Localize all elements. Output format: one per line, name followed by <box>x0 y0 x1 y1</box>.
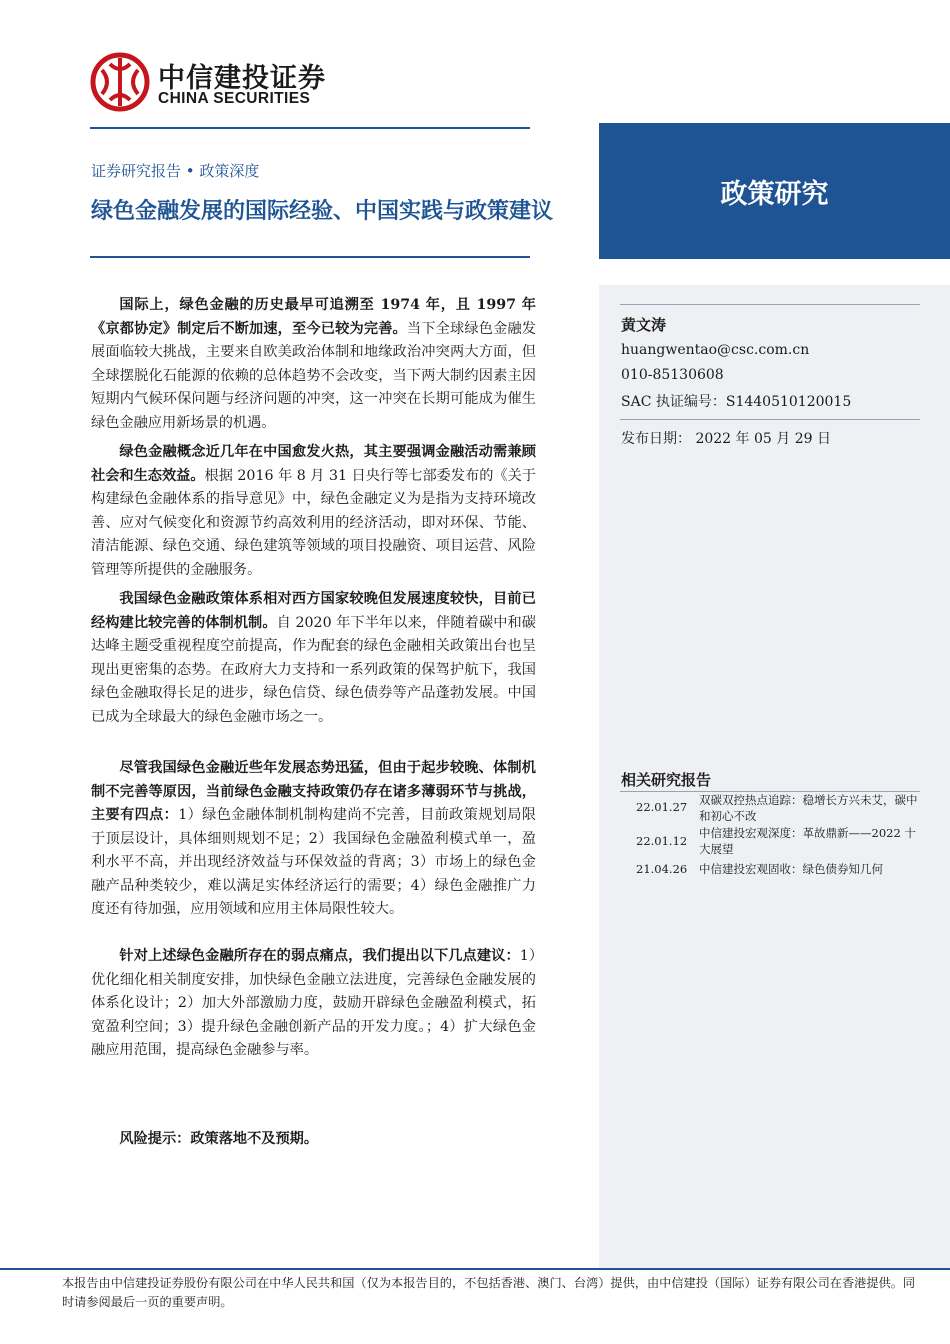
body-paragraph <box>91 441 536 582</box>
report-title: 绿色金融发展的国际经验、中国实践与政策建议 <box>91 199 554 224</box>
related-report-link[interactable]: 中信建投宏观固收：绿色债券知几何 <box>699 862 883 876</box>
body-paragraph <box>91 588 536 729</box>
paragraph-text: 当下全球绿色金融发展面临较大挑战，主要来自欧美政治体制和地缘政治冲突两大方面，但全球摆脱化石能源的依赖的总体趋势不会改变，当下两大制约因素主因短期内气候环保问题与经济问题的冲突，这一冲突在长期可能成为催生绿色金融应用新场景的机遇。 <box>91 320 536 431</box>
sidebar-rule <box>620 419 920 420</box>
author-phone: 010-85130608 <box>621 367 724 383</box>
logo-text-cn: 中信建投证券 <box>158 63 326 94</box>
paragraph-lead: 国际上，绿色金融的历史最早可追溯至 1974 年，且 1997 年《京都协定》制定后不断加速，至今已较为完善。 <box>91 297 536 337</box>
body-paragraph <box>91 294 536 435</box>
logo-icon <box>90 52 150 112</box>
paragraph-text: 1）优化细化相关制度安排，加快绿色金融立法进度，完善绿色金融发展的体系化设计；2）加大外部激励力度，鼓励开辟绿色金融盈利模式，拓宽盈利空间；3）提升绿色金融创新产品的开发力度。；4）扩大绿色金融应用范围，提高绿色金融参与率。 <box>91 948 536 1058</box>
paragraph-lead: 针对上述绿色金融所存在的弱点痛点，我们提出以下几点建议： <box>119 948 520 964</box>
publish-date: 发布日期： 2022 年 05 月 29 日 <box>621 431 831 447</box>
related-reports-title: 相关研究报告 <box>621 771 712 789</box>
author-license: SAC 执证编号：S1440510120015 <box>621 394 852 410</box>
related-date: 21.04.26 <box>636 862 688 876</box>
paragraph-text: 自 2020 年下半年以来，伴随着碳中和碳达峰主题受重视程度空前提高，作为配套的绿色金融相关政策出台也呈现出更密集的态势。在政府大力支持和一系列政策的保驾护航下，我国绿色金融取得长足的进步，绿色信贷、绿色债券等产品蓬勃发展。中国已成为全球最大的绿色金融市场之一。 <box>91 614 536 725</box>
author-email[interactable]: huangwentao@csc.com.cn <box>621 342 810 358</box>
paragraph-lead: 绿色金融概念近几年在中国愈发火热，其主要强调金融活动需兼顾社会和生态效益。 <box>91 444 536 484</box>
paragraph-text: 根据 2016 年 8 月 31 日央行等七部委发布的《关于构建绿色金融体系的指导意见》中，绿色金融定义为是指为支持环境改善、应对气候变化和资源节约高效利用的经济活动，即对环保、节能、清洁能源、绿色交通、绿色建筑等领域的项目投融资、项目运营、风险管理等所提供的金融服务。 <box>91 467 536 578</box>
report-category: 证券研究报告 • 政策深度 <box>91 162 260 180</box>
related-report-link[interactable]: 双碳双控热点追踪：稳增长方兴未艾，碳中和初心不改 <box>699 793 918 823</box>
related-report-link[interactable]: 中信建投宏观深度：革故鼎新——2022 十大展望 <box>699 826 916 856</box>
body-paragraph <box>91 945 536 1063</box>
paragraph-lead: 我国绿色金融政策体系相对西方国家较晚但发展速度较快，目前已经构建比较完善的体制机制。 <box>91 591 536 631</box>
sidebar-rule <box>620 304 920 305</box>
header-rule-bottom <box>90 256 530 258</box>
body-paragraph <box>91 757 536 922</box>
risk-warning: 风险提示：政策落地不及预期。 <box>119 1131 319 1147</box>
paragraph-lead: 尽管我国绿色金融近些年发展态势迅猛，但由于起步较晚、体制机制不完善等原因，当前绿色金融支持政策仍存在诸多薄弱环节与挑战，主要有四点： <box>91 760 536 823</box>
logo-text-en: CHINA SECURITIES <box>158 90 311 107</box>
footer-rule <box>0 1268 950 1270</box>
section-banner-label: 政策研究 <box>720 179 829 210</box>
related-date: 22.01.27 <box>636 800 688 814</box>
author-name: 黄文涛 <box>621 316 667 334</box>
related-date: 22.01.12 <box>636 834 688 848</box>
header-rule-top <box>90 127 530 129</box>
footer-disclaimer: 本报告由中信建投证券股份有限公司在中华人民共和国（仅为本报告目的，不包括香港、澳门、台湾）提供，由中信建投（国际）证券有限公司在香港提供。同时请参阅最后一页的重要声明。 <box>62 1276 916 1309</box>
paragraph-text: 1）绿色金融体制机制构建尚不完善，目前政策规划局限于顶层设计，具体细则规划不足；2）我国绿色金融盈利模式单一，盈利水平不高，并出现经济效益与环保效益的背离；3）市场上的绿色金融产品种类较少，难以满足实体经济运行的需要；4）绿色金融推广力度还有待加强，应用领域和应用主体局限性较大。 <box>91 807 536 917</box>
